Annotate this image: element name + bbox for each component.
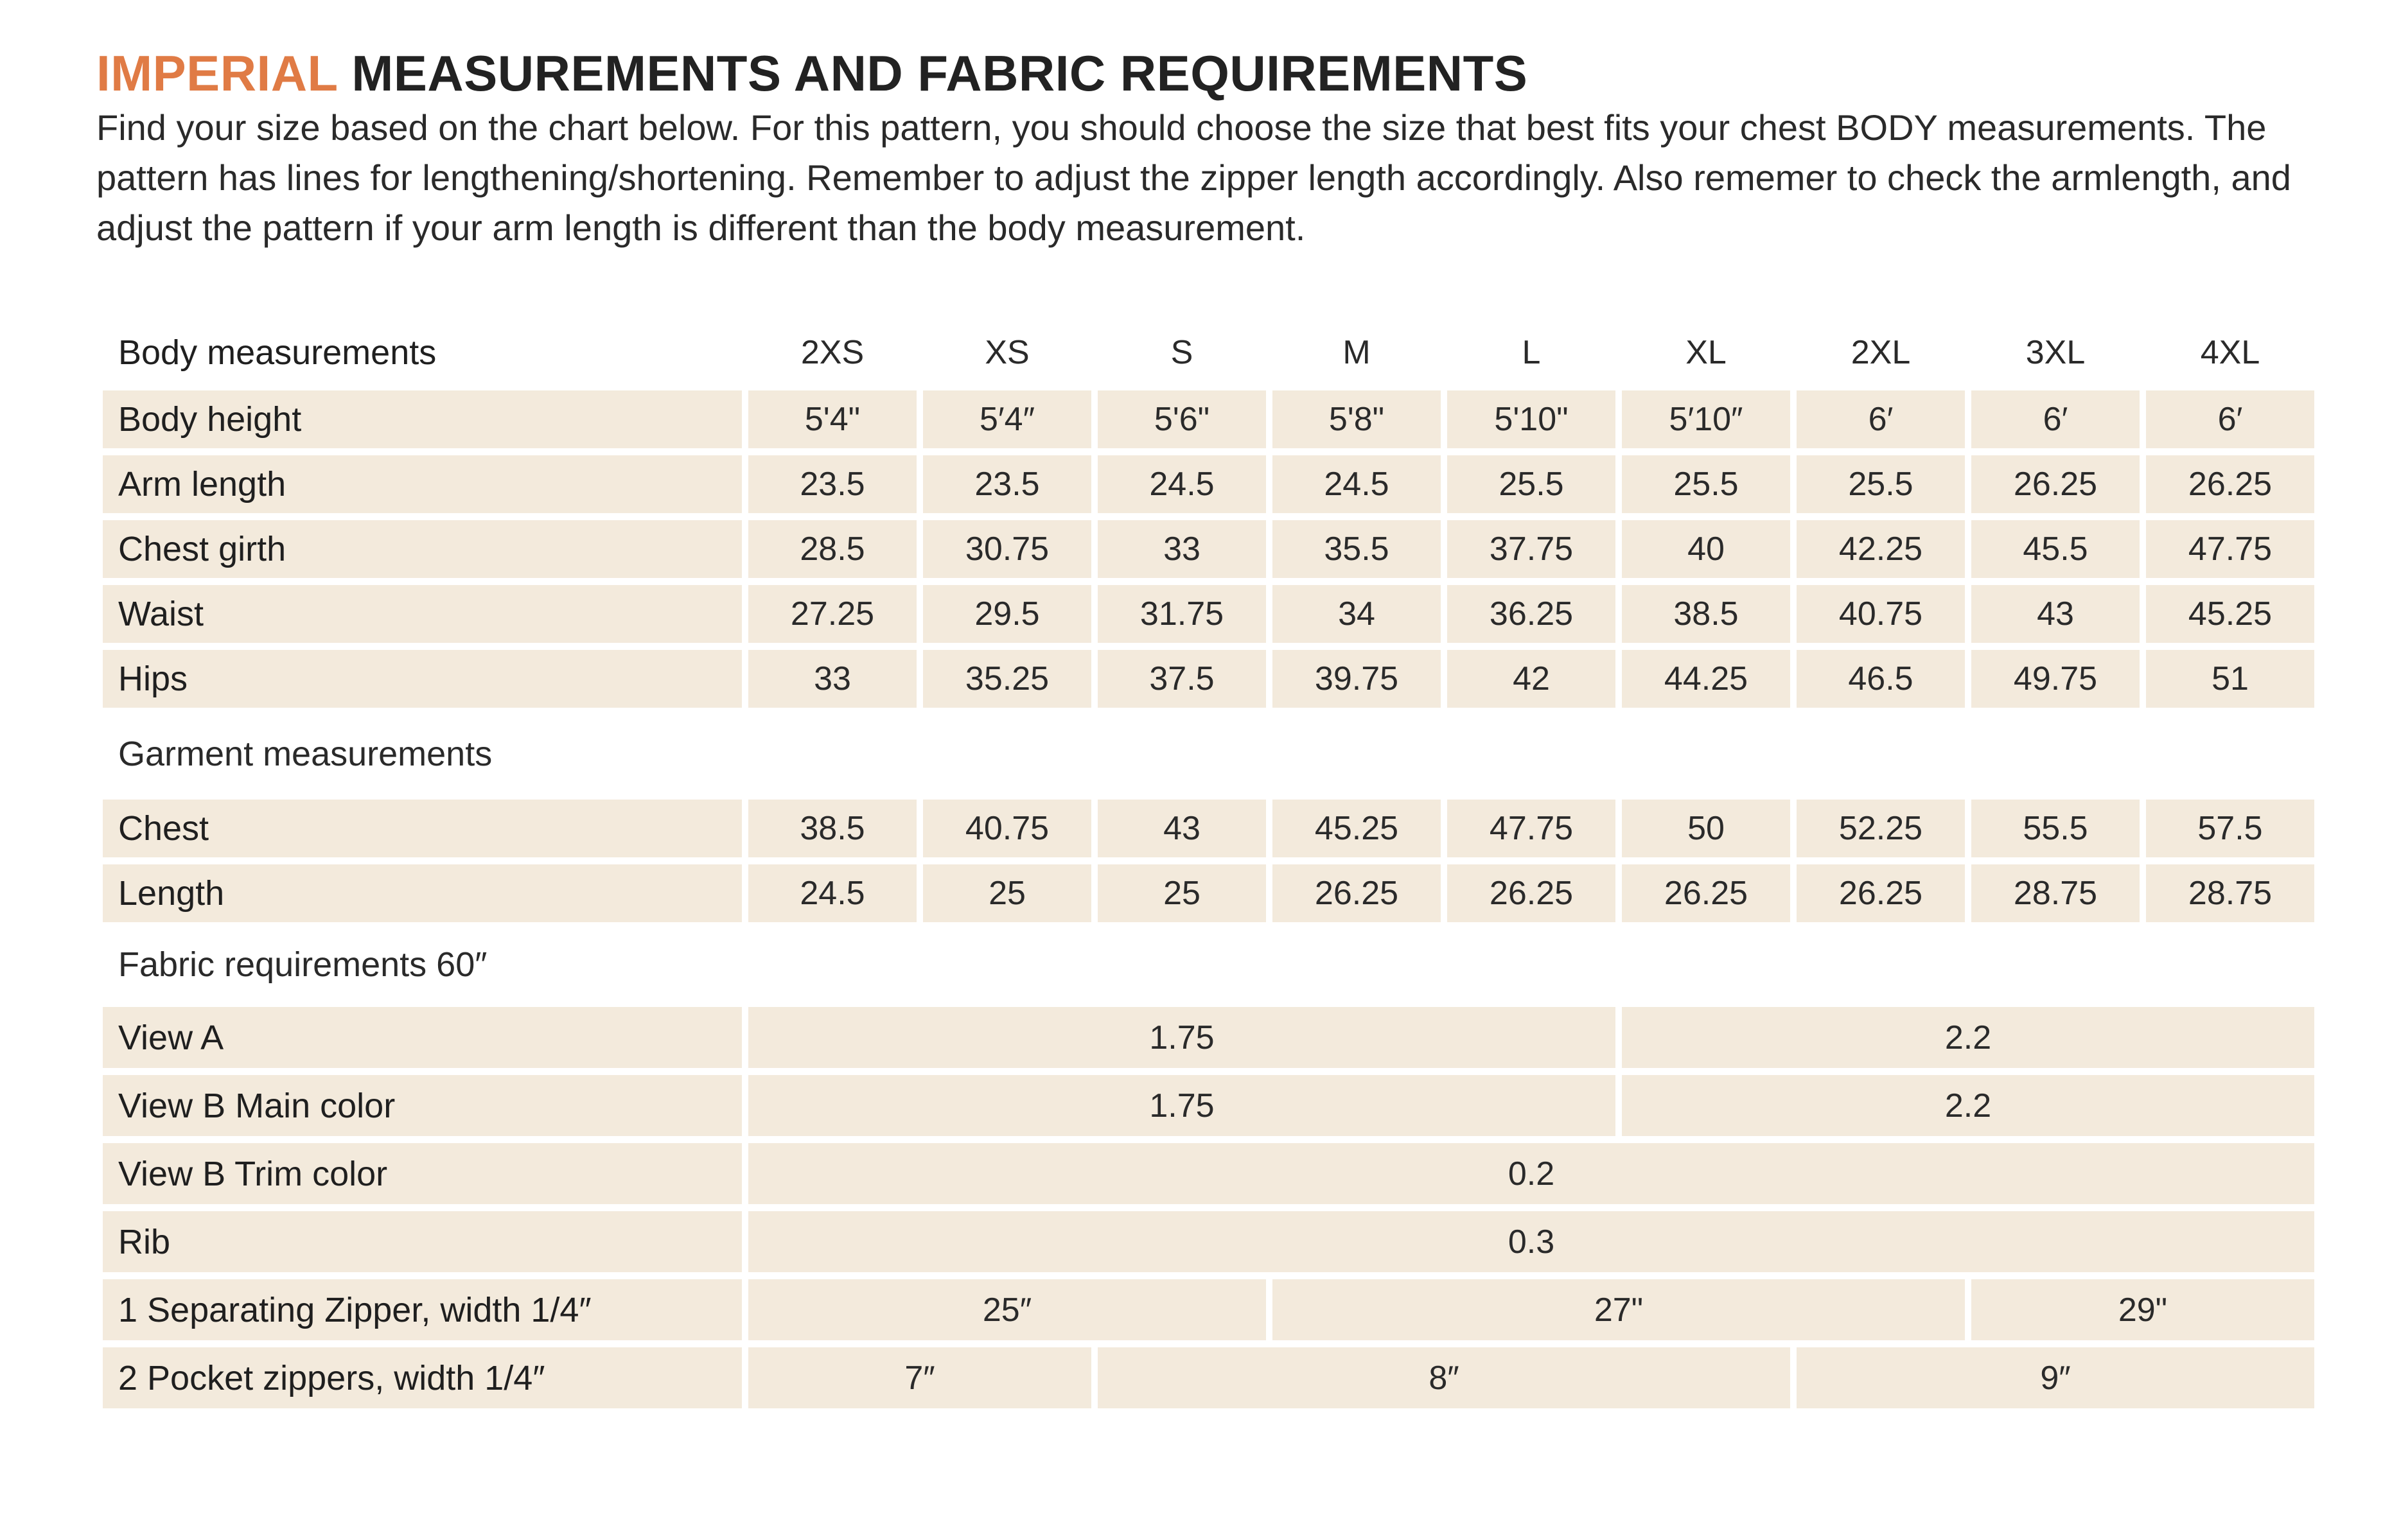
table-cell: 47.75 bbox=[1447, 800, 1615, 857]
merged-cell: 9″ bbox=[1797, 1347, 2314, 1408]
garment-section-header: Garment measurements bbox=[118, 734, 493, 773]
table-cell: 35.25 bbox=[923, 650, 1091, 708]
table-cell: 43 bbox=[1971, 585, 2140, 643]
row-label: Chest bbox=[103, 800, 742, 857]
size-header-3xl: 3XL bbox=[2025, 333, 2086, 371]
table-cell: 33 bbox=[748, 650, 917, 708]
table-cell: 25.5 bbox=[1447, 455, 1615, 513]
table-cell: 34 bbox=[1272, 585, 1441, 643]
table-cell: 24.5 bbox=[1098, 455, 1266, 513]
table-cell: 25.5 bbox=[1797, 455, 1965, 513]
merged-cell: 2.2 bbox=[1622, 1007, 2314, 1068]
table-cell: 45.5 bbox=[1971, 520, 2140, 578]
row-label: Arm length bbox=[103, 455, 742, 513]
merged-cell: 1.75 bbox=[748, 1007, 1615, 1068]
merged-cell: 2.2 bbox=[1622, 1075, 2314, 1136]
table-cell: 24.5 bbox=[1272, 455, 1441, 513]
merged-cell: 1.75 bbox=[748, 1075, 1615, 1136]
table-cell: 44.25 bbox=[1622, 650, 1790, 708]
table-cell: 45.25 bbox=[2146, 585, 2314, 643]
table-cell: 27.25 bbox=[748, 585, 917, 643]
table-cell: 35.5 bbox=[1272, 520, 1441, 578]
table-cell: 45.25 bbox=[1272, 800, 1441, 857]
table-cell: 5'8" bbox=[1272, 390, 1441, 448]
size-header-4xl: 4XL bbox=[2200, 333, 2260, 371]
table-cell: 30.75 bbox=[923, 520, 1091, 578]
row-label: Hips bbox=[103, 650, 742, 708]
table-cell: 42 bbox=[1447, 650, 1615, 708]
table-cell: 40.75 bbox=[923, 800, 1091, 857]
table-cell: 24.5 bbox=[748, 864, 917, 922]
table-cell: 6′ bbox=[2146, 390, 2314, 448]
size-header-xs: XS bbox=[985, 333, 1030, 371]
table-cell: 5'10" bbox=[1447, 390, 1615, 448]
table-cell: 38.5 bbox=[748, 800, 917, 857]
row-label: 1 Separating Zipper, width 1/4″ bbox=[103, 1279, 742, 1340]
table-cell: 28.75 bbox=[1971, 864, 2140, 922]
table-cell: 33 bbox=[1098, 520, 1266, 578]
table-cell: 26.25 bbox=[1447, 864, 1615, 922]
size-header-m: M bbox=[1342, 333, 1371, 371]
table-cell: 5′10″ bbox=[1622, 390, 1790, 448]
merged-cell: 27" bbox=[1272, 1279, 1965, 1340]
row-label: View B Trim color bbox=[103, 1143, 742, 1204]
fabric-section-header: Fabric requirements 60″ bbox=[118, 945, 488, 984]
table-cell: 49.75 bbox=[1971, 650, 2140, 708]
row-label: View B Main color bbox=[103, 1075, 742, 1136]
table-cell: 26.25 bbox=[1971, 455, 2140, 513]
table-cell: 43 bbox=[1098, 800, 1266, 857]
table-cell: 57.5 bbox=[2146, 800, 2314, 857]
table-cell: 36.25 bbox=[1447, 585, 1615, 643]
merged-cell: 29" bbox=[1971, 1279, 2314, 1340]
size-header-s: S bbox=[1170, 333, 1193, 371]
row-label: Body height bbox=[103, 390, 742, 448]
table-cell: 5′4″ bbox=[923, 390, 1091, 448]
table-cell: 39.75 bbox=[1272, 650, 1441, 708]
table-cell: 6′ bbox=[1797, 390, 1965, 448]
table-cell: 42.25 bbox=[1797, 520, 1965, 578]
merged-cell: 25″ bbox=[748, 1279, 1266, 1340]
table-cell: 25.5 bbox=[1622, 455, 1790, 513]
size-header-2xl: 2XL bbox=[1851, 333, 1911, 371]
table-cell: 50 bbox=[1622, 800, 1790, 857]
page-title bbox=[96, 44, 1527, 104]
row-label: Rib bbox=[103, 1211, 742, 1272]
table-header-label: Body measurements bbox=[118, 333, 437, 372]
row-label: View A bbox=[103, 1007, 742, 1068]
table-cell: 47.75 bbox=[2146, 520, 2314, 578]
table-cell: 40 bbox=[1622, 520, 1790, 578]
table-cell: 31.75 bbox=[1098, 585, 1266, 643]
table-cell: 46.5 bbox=[1797, 650, 1965, 708]
table-cell: 26.25 bbox=[2146, 455, 2314, 513]
table-cell: 52.25 bbox=[1797, 800, 1965, 857]
merged-cell: 0.3 bbox=[748, 1211, 2314, 1272]
merged-cell: 0.2 bbox=[748, 1143, 2314, 1204]
row-label: Length bbox=[103, 864, 742, 922]
table-cell: 26.25 bbox=[1622, 864, 1790, 922]
table-cell: 28.75 bbox=[2146, 864, 2314, 922]
table-cell: 37.5 bbox=[1098, 650, 1266, 708]
table-cell: 6′ bbox=[1971, 390, 2140, 448]
table-cell: 5'4" bbox=[748, 390, 917, 448]
table-cell: 29.5 bbox=[923, 585, 1091, 643]
table-cell: 51 bbox=[2146, 650, 2314, 708]
table-cell: 38.5 bbox=[1622, 585, 1790, 643]
size-header-2xs: 2XS bbox=[800, 333, 865, 371]
table-cell: 37.75 bbox=[1447, 520, 1615, 578]
table-cell: 25 bbox=[1098, 864, 1266, 922]
row-label: 2 Pocket zippers, width 1/4″ bbox=[103, 1347, 742, 1408]
row-label: Waist bbox=[103, 585, 742, 643]
size-header-xl: XL bbox=[1685, 333, 1727, 371]
title-accent: IMPERIAL bbox=[96, 45, 338, 101]
table-cell: 28.5 bbox=[748, 520, 917, 578]
table-cell: 26.25 bbox=[1272, 864, 1441, 922]
table-cell: 25 bbox=[923, 864, 1091, 922]
size-table bbox=[103, 321, 2314, 1408]
row-label: Chest girth bbox=[103, 520, 742, 578]
merged-cell: 8″ bbox=[1098, 1347, 1790, 1408]
table-cell: 26.25 bbox=[1797, 864, 1965, 922]
table-cell: 5'6" bbox=[1098, 390, 1266, 448]
table-cell: 23.5 bbox=[748, 455, 917, 513]
title-rest: MEASUREMENTS AND FABRIC REQUIREMENTS bbox=[337, 45, 1528, 101]
table-cell: 55.5 bbox=[1971, 800, 2140, 857]
size-header-l: L bbox=[1522, 333, 1541, 371]
intro-paragraph: Find your size based on the chart below. For this pattern, you should choose the size that best fits your chest BODY measurements. The pattern has lines for lengthening/shortening. Remember to adjust the zipper length accordingly. Also rememer to check the armlength, and adjust the pattern if your arm length is different than the body measurement. bbox=[96, 107, 2291, 248]
merged-cell: 7″ bbox=[748, 1347, 1091, 1408]
table-cell: 23.5 bbox=[923, 455, 1091, 513]
table-cell: 40.75 bbox=[1797, 585, 1965, 643]
